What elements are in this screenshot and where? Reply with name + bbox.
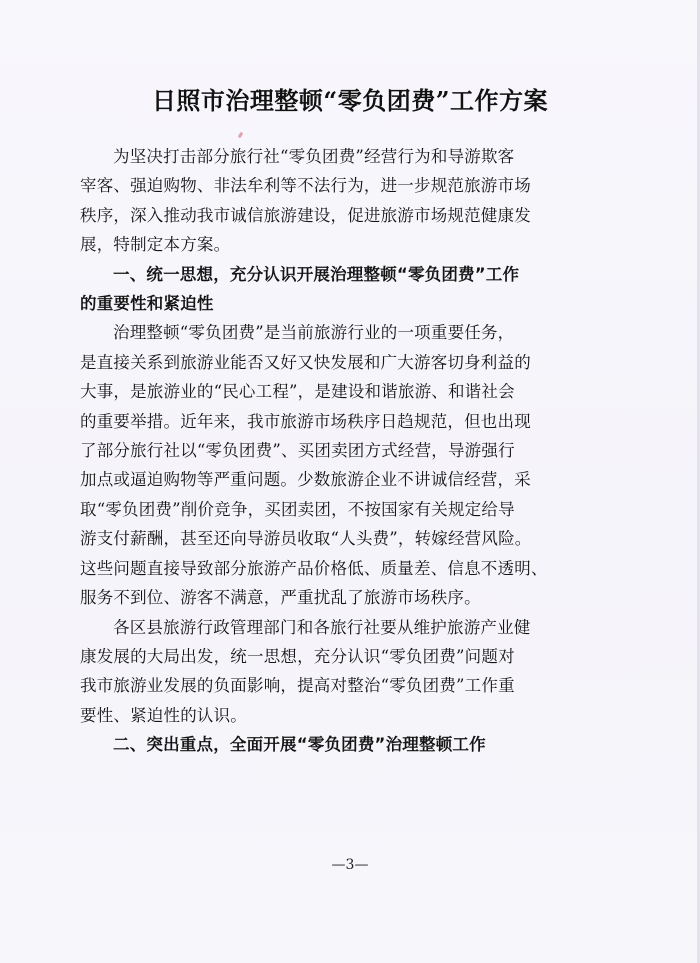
section-heading-1 [80, 260, 598, 319]
text-line: 加点或逼迫购物等严重问题。少数旅游企业不讲诚信经营，采 [80, 470, 531, 490]
heading-line: 一、统一思想，充分认识开展治理整顿“零负团费”工作 [113, 264, 520, 284]
text-line: 要性、紧迫性的认识。 [80, 705, 247, 725]
text-line: 这些问题直接导致部分旅游产品价格低、质量差、信息不透明、 [80, 558, 548, 578]
document-body [80, 142, 598, 760]
text-line: 服务不到位、游客不满意，严重扰乱了旅游市场秩序。 [80, 588, 481, 608]
document-title: 日照市治理整顿“零负团费”工作方案 [151, 86, 549, 115]
text-line: 是直接关系到旅游业能否又好又快发展和广大游客切身利益的 [80, 352, 531, 372]
paragraph-section1-conclusion [80, 613, 598, 731]
text-line: 为坚决打击部分旅行社“零负团费”经营行为和导游欺客 [113, 147, 515, 166]
text-line: 取“零负团费”削价竞争，买团卖团，不按国家有关规定给导 [80, 499, 515, 519]
ink-mark [238, 132, 244, 139]
page-number: —3— [331, 857, 369, 873]
text-line: 秩序，深入推动我市诚信旅游建设，促进旅游市场规范健康发 [80, 205, 531, 225]
text-line: 康发展的大局出发，统一思想，充分认识“零负团费”问题对 [80, 646, 515, 666]
paragraph-intro [80, 142, 598, 260]
paragraph-section1-body [80, 318, 598, 612]
text-line: 各区县旅游行政管理部门和各旅行社要从维护旅游产业健 [113, 617, 531, 637]
heading-line: 的重要性和紧迫性 [80, 294, 214, 314]
text-line: 的重要举措。近年来，我市旅游市场秩序日趋规范，但也出现 [80, 411, 531, 431]
text-line: 我市旅游业发展的负面影响，提高对整治“零负团费”工作重 [80, 676, 515, 696]
section-heading-2 [80, 730, 598, 759]
text-line: 大事，是旅游业的“民心工程”，是建设和谐旅游、和谐社会 [80, 382, 515, 402]
text-line: 展，特制定本方案。 [80, 235, 231, 255]
text-line: 了部分旅行社以“零负团费”、买团卖团方式经营，导游强行 [80, 441, 515, 461]
text-line: 宰客、强迫购物、非法牟利等不法行为，进一步规范旅游市场 [80, 176, 531, 196]
heading-line: 二、突出重点，全面开展“零负团费”治理整顿工作 [113, 735, 486, 755]
text-line: 游支付薪酬，甚至还向导游员收取“人头费”，转嫁经营风险。 [80, 529, 532, 549]
text-line: 治理整顿“零负团费”是当前旅游行业的一项重要任务， [113, 323, 515, 343]
